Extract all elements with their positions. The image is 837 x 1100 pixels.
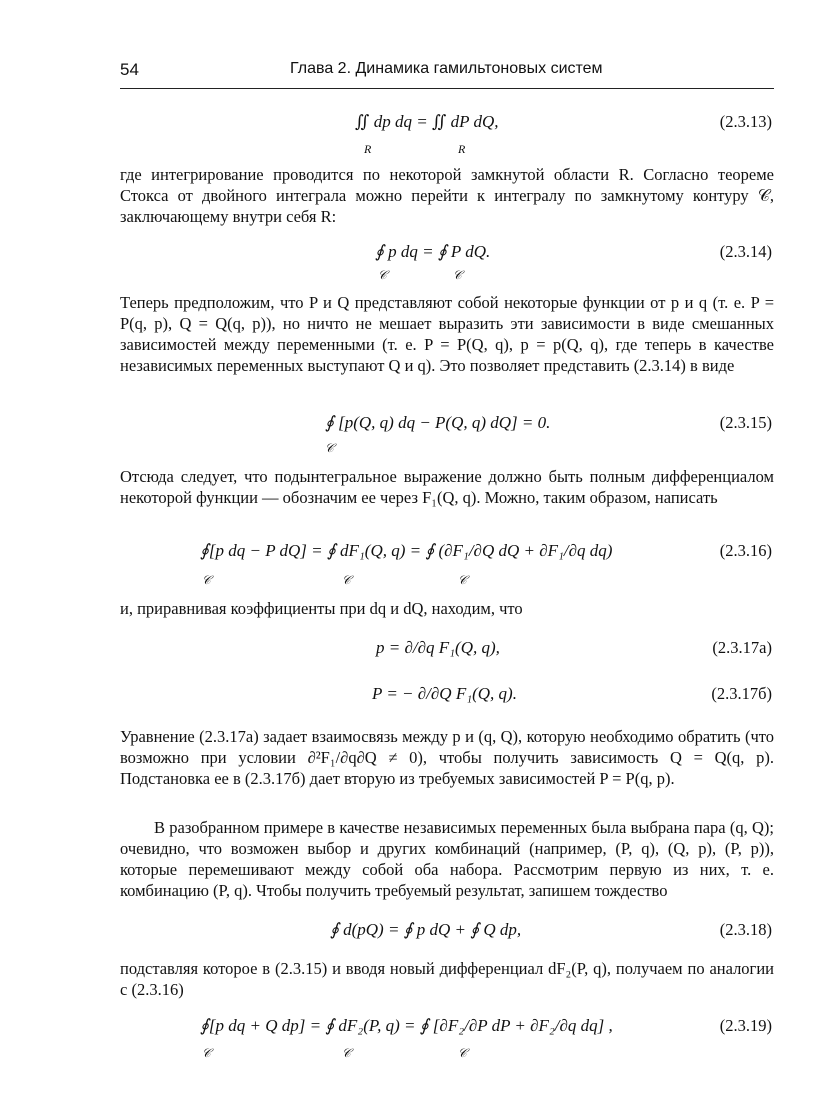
paragraph: Уравнение (2.3.17а) задает взаимосвязь между p и (q, Q), которую необходимо обратить (что возможно при условии ∂²F₁/∂q∂Q ≠ 0), чтобы получить зависимость Q = Q(q, p). Подстановка ее в (2.3.17б) дает вторую из требуемых зависимостей P = P(q, p).	[120, 727, 774, 788]
equation-2-3-13	[120, 112, 774, 156]
equation-number: (2.3.15)	[719, 413, 772, 432]
equation-2-3-14	[120, 242, 774, 282]
paragraph: Теперь предположим, что P и Q представляют собой некоторые функции от p и q (т. е. P = P(q, p), Q = Q(q, p)), но ничто не мешает выразить эти зависимости в виде смешанных зависимостей между переменными (т. е. P = P(Q, q), p = p(Q, q), где теперь в качестве независимых переменных выступают Q и q). Это позволяет представить (2.3.14) в виде	[120, 293, 774, 375]
integral-subscript: 𝒞	[378, 268, 387, 282]
equation-2-3-18	[120, 920, 774, 950]
integral-subscript: 𝒞	[453, 268, 462, 282]
integral-subscript: 𝒞	[458, 573, 467, 587]
equation-body: P = − ∂/∂Q F₁(Q, q).	[372, 684, 517, 703]
equation-body: ∮ p dq = ∮ P dQ.	[375, 242, 491, 261]
integral-subscript: 𝒞	[202, 573, 211, 587]
equation-body: p = ∂/∂q F₁(Q, q),	[376, 638, 500, 657]
page-header	[120, 60, 774, 89]
paragraph: В разобранном примере в качестве независимых переменных была выбрана пара (q, Q); очевидно, что возможен выбор и других комбинаций (например, (P, q), (Q, p), (P, p)), которые перемешивают между собой оба набора. Рассмотрим первую из них, т. е. комбинацию (P, q). Чтобы получить требуемый результат, запишем тождество	[120, 818, 774, 900]
page-number: 54	[120, 60, 139, 79]
integral-subscript: 𝒞	[342, 573, 351, 587]
equation-2-3-16	[120, 541, 774, 587]
equation-number: (2.3.13)	[719, 112, 772, 131]
integral-subscript: R	[364, 142, 372, 156]
equation-2-3-15	[120, 413, 774, 455]
paragraph: Отсюда следует, что подынтегральное выражение должно быть полным дифференциалом некоторой функции — обозначим ее через F₁(Q, q). Можно, таким образом, написать	[120, 467, 774, 507]
integral-subscript: 𝒞	[202, 1046, 211, 1060]
equation-body: ∮ d(pQ) = ∮ p dQ + ∮ Q dp,	[330, 920, 522, 939]
equation-body: ∮[p dq − P dQ] = ∮ dF₁(Q, q) = ∮ (∂F₁/∂Q dQ + ∂F₁/∂q dq)	[200, 541, 613, 560]
paragraph: подставляя которое в (2.3.15) и вводя новый дифференциал dF₂(P, q), получаем по аналогии с (2.3.16)	[120, 959, 774, 999]
equation-body: ∮ [p(Q, q) dq − P(Q, q) dQ] = 0.	[325, 413, 551, 432]
equation-number: (2.3.14)	[719, 242, 772, 261]
equation-number: (2.3.17б)	[711, 684, 772, 703]
equation-2-3-17b	[120, 684, 774, 714]
integral-subscript: R	[458, 142, 466, 156]
paragraph: где интегрирование проводится по некоторой замкнутой области R. Согласно теореме Стокса от двойного интеграла можно перейти к интегралу по замкнутому контуру 𝒞, заключающему внутри себя R:	[120, 165, 774, 226]
running-head: Глава 2. Динамика гамильтоновых систем	[290, 60, 603, 77]
integral-subscript: 𝒞	[458, 1046, 467, 1060]
equation-2-3-19	[120, 1016, 774, 1060]
equation-number: (2.3.16)	[719, 541, 772, 560]
integral-subscript: 𝒞	[325, 441, 334, 455]
equation-2-3-17a	[120, 638, 774, 668]
equation-number: (2.3.17а)	[712, 638, 772, 657]
equation-number: (2.3.18)	[719, 920, 772, 939]
equation-number: (2.3.19)	[719, 1016, 772, 1035]
equation-body: ∮[p dq + Q dp] = ∮ dF₂(P, q) = ∮ [∂F₂/∂P dP + ∂F₂/∂q dq] ,	[200, 1016, 613, 1035]
integral-subscript: 𝒞	[342, 1046, 351, 1060]
equation-body: ∬ dp dq = ∬ dP dQ,	[355, 112, 499, 131]
paragraph: и, приравнивая коэффициенты при dq и dQ, находим, что	[120, 599, 523, 618]
